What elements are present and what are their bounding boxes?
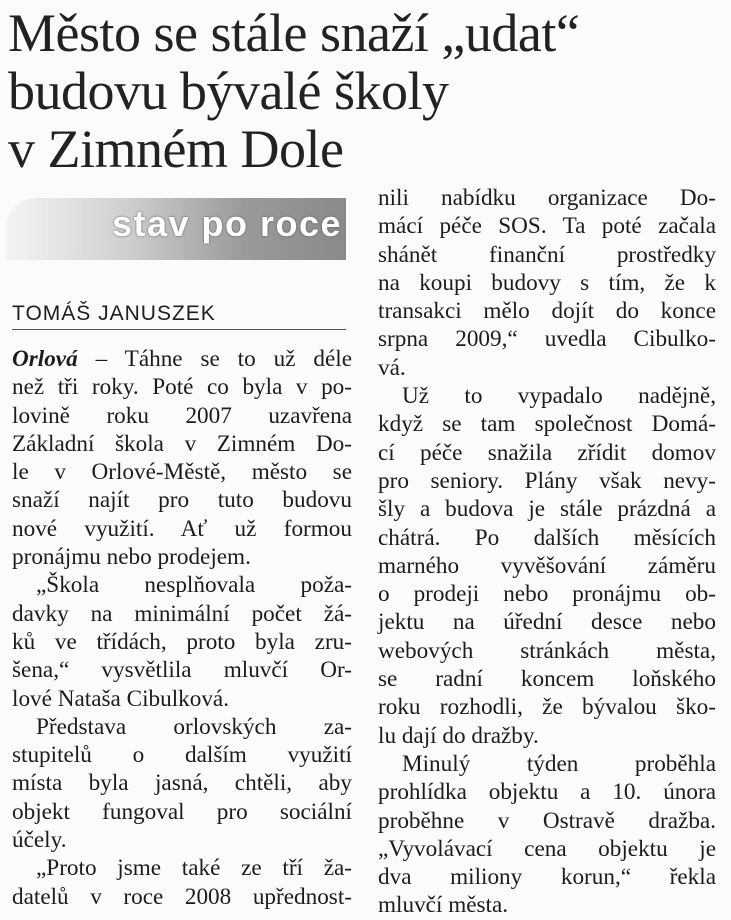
text-line: šena,“ vysvětlila mluvčí Or- xyxy=(12,657,352,684)
text-line: Představa orlovských za- xyxy=(36,713,352,740)
text-line: nili nabídku organizace Do- xyxy=(378,185,716,211)
byline-divider xyxy=(12,329,346,330)
text-line: transakci mělo dojít do konce xyxy=(378,298,716,325)
article-column-left xyxy=(12,345,352,911)
text-line: prohlídka objektu a 10. února xyxy=(378,779,716,806)
text-line: lu dají do dražby. xyxy=(378,722,539,749)
text-line: lovině roku 2007 uzavřena xyxy=(12,402,352,429)
text-line: místa byla jasná, chtěli, aby xyxy=(12,770,352,797)
text-line: mácí péče SOS. Ta poté začala xyxy=(378,213,716,240)
text-line: ků ve třídách, proto byla zru- xyxy=(12,628,352,655)
text-line: mluvčí města. xyxy=(378,892,509,919)
text-line: o prodeji nebo pronájmu ob- xyxy=(378,581,716,608)
text-line: chátrá. Po dalších měsících xyxy=(378,524,716,551)
rubric-label: stav po roce xyxy=(112,203,343,244)
text-line: proběhne v Ostravě dražba. xyxy=(378,807,716,834)
text-line xyxy=(12,345,352,373)
lead-text: – Táhne se to už déle xyxy=(77,346,352,372)
text-line: lové Nataša Cibulková. xyxy=(12,685,230,712)
text-line: shánět finanční prostředky xyxy=(378,241,716,268)
text-line: na koupi budovy s tím, že k xyxy=(378,269,716,296)
text-line: srpna 2009,“ uvedla Cibulko- xyxy=(378,326,716,353)
article-column-right xyxy=(378,184,716,920)
text-line: když se tam společnost Domá- xyxy=(378,411,716,438)
author-byline: TOMÁŠ JANUSZEK xyxy=(12,302,216,325)
text-line: stupitelů o dalším využití xyxy=(12,742,352,769)
text-line: vá. xyxy=(378,354,406,381)
text-line: pro seniory. Plány však nevy- xyxy=(378,467,716,494)
headline-line: v Zimném Dole xyxy=(8,119,344,179)
text-line: než tři roky. Poté co byla v po- xyxy=(12,374,352,401)
article-headline xyxy=(8,4,579,178)
text-line: marného vyvěšování záměru xyxy=(378,552,716,579)
text-line: šly a budova je stále prázdná a xyxy=(378,496,716,523)
text-line: Minulý týden proběhla xyxy=(402,750,716,777)
text-line: pronájmu nebo prodejem. xyxy=(12,544,251,571)
text-line: „Proto jsme také ze tří ža- xyxy=(36,855,352,882)
text-line: účely. xyxy=(12,827,67,854)
text-line: Už to vypadalo nadějně, xyxy=(402,383,716,410)
text-line: „Škola nesplňovala poža- xyxy=(36,572,352,599)
text-line: cí péče snažila zřídit domov xyxy=(378,439,716,466)
text-line: dva miliony korun,“ řekla xyxy=(378,864,716,891)
text-line: webových stránkách města, xyxy=(378,637,716,664)
dateline: Orlová xyxy=(12,346,78,372)
text-line: nové využití. Ať už formou xyxy=(12,515,352,542)
text-line: davky na minimální počet žá- xyxy=(12,600,352,627)
text-line: le v Orlové-Městě, město se xyxy=(12,459,352,486)
text-line: „Vyvolávací cena objektu je xyxy=(378,835,716,862)
text-line: roku rozhodli, že bývalou ško- xyxy=(378,694,716,721)
text-line: se radní koncem loňského xyxy=(378,666,716,693)
text-line: snaží najít pro tuto budovu xyxy=(12,487,352,514)
text-line: datelů v roce 2008 upřednost- xyxy=(12,883,352,910)
headline-line: Město se stále snaží „udat“ xyxy=(8,3,580,63)
text-line: jektu na úřední desce nebo xyxy=(378,609,716,636)
headline-line: budovu bývalé školy xyxy=(8,61,449,121)
text-line: Základní škola v Zimném Do- xyxy=(12,430,352,457)
text-line: objekt fungoval pro sociální xyxy=(12,798,352,825)
